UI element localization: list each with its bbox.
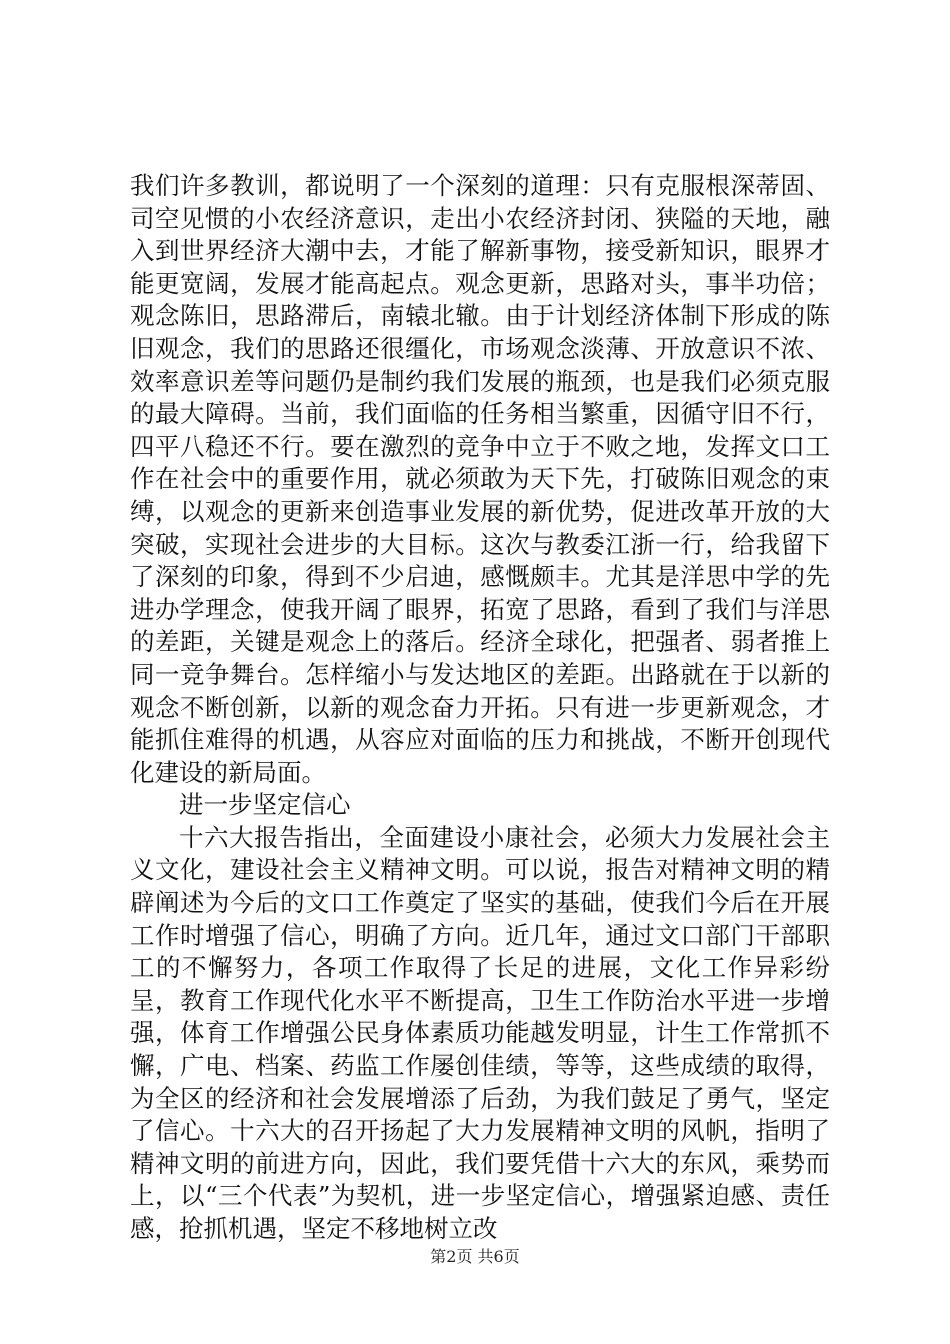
page-footer: 第2页 共6页 <box>430 1247 520 1266</box>
section-heading: 进一步坚定信心 <box>179 790 351 820</box>
paragraph: 十六大报告指出，全面建设小康社会，必须大力发展社会主义文化，建设社会主义精神文明。可以说，报告对精神文明的精辟阐述为今后的文口工作奠定了坚实的基础，使我们今后在开展工作时增强了信心，明确了方向。近几年，通过文口部门干部职工的不懈努力，各项工作取得了长足的进展，文化工作异彩纷呈，教育工作现代化水平不断提高，卫生工作防治水平进一步增强，体育工作增强公民身体素质功能越发明显，计生工作常抓不懈，广电、档案、药监工作屡创佳绩，等等，这些成绩的取得，为全区的经济和社会发展增添了后劲，为我们鼓足了勇气，坚定了信心。十六大的召开扬起了大力发展精神文明的风帆，指明了精神文明的前进方向，因此，我们要凭借十六大的东风，乘势而上，以“三个代表”为契机，进一步坚定信心，增强紧迫感、责任感，抢抓机遇，坚定不移地树立改 <box>130 822 830 1243</box>
document-body <box>130 170 830 1246</box>
paragraph-continuation: 我们许多教训，都说明了一个深刻的道理：只有克服根深蒂固、司空见惯的小农经济意识，走出小农经济封闭、狭隘的天地，融入到世界经济大潮中去，才能了解新事物，接受新知识，眼界才能更宽阔，发展才能高起点。观念更新，思路对头，事半功倍；观念陈旧，思路滞后，南辕北辙。由于计划经济体制下形成的陈旧观念，我们的思路还很缰化，市场观念淡薄、开放意识不浓、效率意识差等问题仍是制约我们发展的瓶颈，也是我们必须克服的最大障碍。当前，我们面临的任务相当繁重，因循守旧不行，四平八稳还不行。要在激烈的竞争中立于不败之地，发挥文口工作在社会中的重要作用，就必须敢为天下先，打破陈旧观念的束缚，以观念的更新来创造事业发展的新优势，促进改革开放的大突破，实现社会进步的大目标。这次与教委江浙一行，给我留下了深刻的印象，得到不少启迪，感慨颇丰。尤其是洋思中学的先进办学理念，使我开阔了眼界，拓宽了思路，看到了我们与洋思的差距，关键是观念上的落后。经济全球化，把强者、弱者推上同一竞争舞台。怎样缩小与发达地区的差距。出路就在于以新的观念不断创新，以新的观念奋力开拓。只有进一步更新观念，才能抓住难得的机遇，从容应对面临的压力和挑战，不断开创现代化建设的新局面。 <box>130 171 830 787</box>
